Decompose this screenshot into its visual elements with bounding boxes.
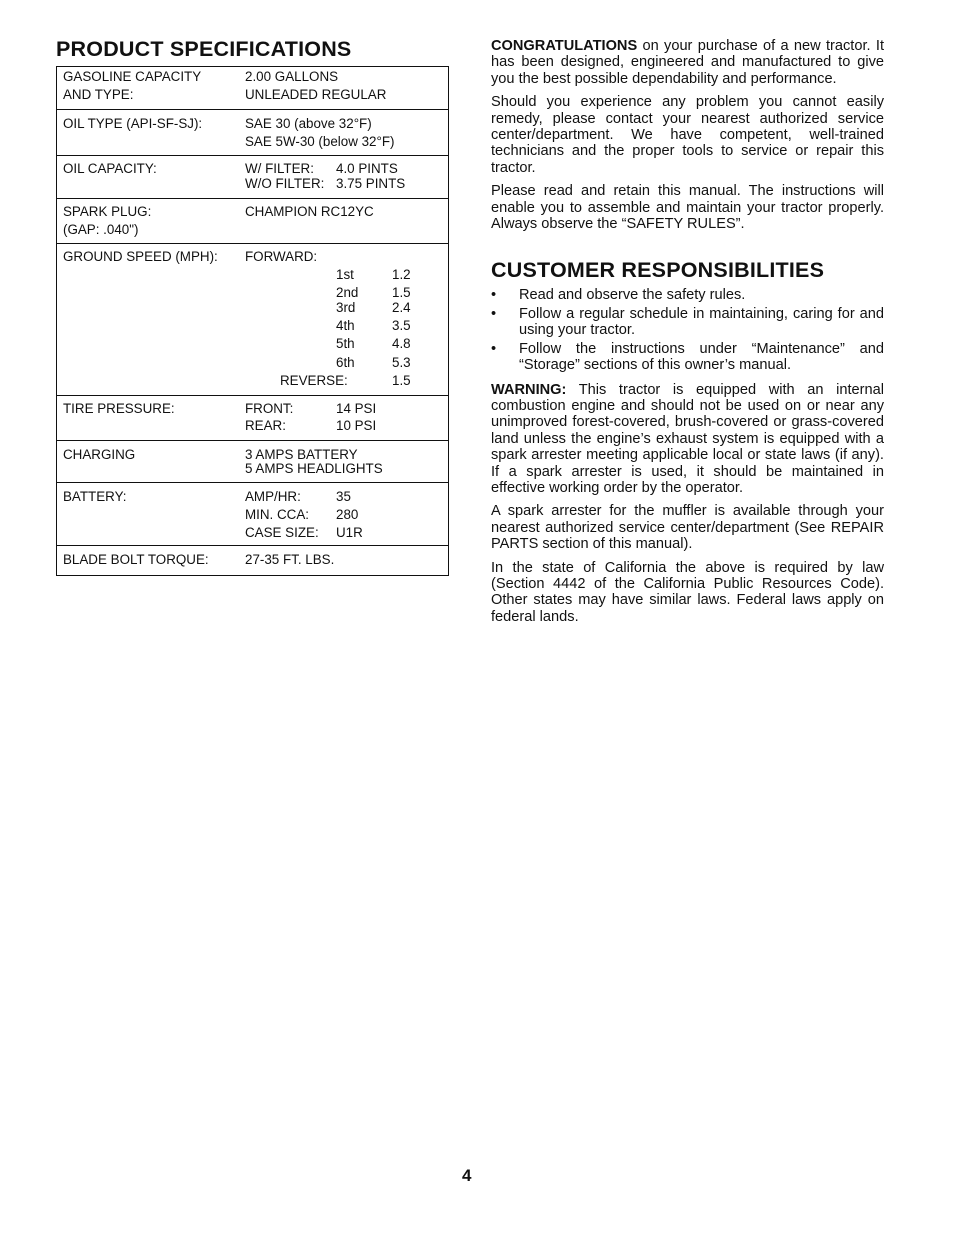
spec-row-gasoline (57, 67, 448, 109)
list-item (491, 306, 884, 339)
gear-name: 2nd (336, 285, 359, 300)
list-item-text: Read and observe the safety rules. (519, 287, 746, 304)
california-paragraph: In the state of California the above is required by law (Section 4442 of the California Public Resources Code). Other states may have similar laws. Federal laws apply on federal lands. (491, 559, 884, 625)
gear-name: 4th (336, 318, 355, 333)
gear-name: 3rd (336, 300, 356, 315)
congratulations-paragraph (491, 38, 884, 87)
gear-speed: 1.2 (392, 267, 411, 282)
spark-arrester-paragraph: A spark arrester for the muffler is available through your nearest authorized service center/department (See REPAIR PARTS section of this manual). (491, 503, 884, 553)
product-specifications-title: PRODUCT SPECIFICATIONS (56, 37, 352, 61)
gasoline-label-line2: AND TYPE: (63, 87, 134, 102)
gear-speed: 1.5 (392, 285, 411, 300)
gasoline-value-line2: UNLEADED REGULAR (245, 87, 387, 102)
spec-row-spark-plug (57, 198, 448, 243)
reverse-speed: 1.5 (392, 373, 411, 388)
spec-row-oil-type (57, 109, 448, 155)
read-manual-paragraph: Please read and retain this manual. The instructions will enable you to assemble and maintain your tractor properly. Always observe the “SAFETY RULES”. (491, 183, 884, 233)
tire-rear-label: REAR: (245, 418, 286, 433)
battery-amp-hr-label: AMP/HR: (245, 489, 301, 504)
introduction-section (491, 38, 884, 632)
oil-capacity-with-filter-value: 4.0 PINTS (336, 161, 398, 176)
product-specifications-section (56, 36, 449, 576)
oil-type-value-line1: SAE 30 (above 32°F) (245, 116, 372, 131)
specifications-table (56, 66, 449, 576)
spec-row-ground-speed (57, 243, 448, 395)
gear-speed: 4.8 (392, 336, 411, 351)
forward-label: FORWARD: (245, 249, 318, 264)
warning-text: This tractor is equipped with an internal combustion engine and should not be used on or near any unimproved forest-covered, brush-covered or grass-covered land unless the engine’s exhaust system is equipped with a spark arrester meeting applicable local or state laws (if any). If a spark arrester is used, it should be maintained in effective working order by the operator. (491, 381, 884, 496)
battery-cca-label: MIN. CCA: (245, 507, 309, 522)
gear-name: 5th (336, 336, 355, 351)
bullet-icon: • (491, 340, 497, 357)
spec-row-blade-bolt (57, 545, 448, 575)
customer-responsibilities-title: CUSTOMER RESPONSIBILITIES (491, 258, 825, 283)
oil-type-value-line2: SAE 5W-30 (below 32°F) (245, 134, 395, 149)
charging-value-line1: 3 AMPS BATTERY (245, 447, 358, 462)
reverse-label: REVERSE: (280, 373, 348, 388)
oil-capacity-without-filter-value: 3.75 PINTS (336, 176, 406, 191)
gear-name: 1st (336, 267, 354, 282)
battery-case-size-value: U1R (336, 525, 363, 540)
spark-plug-label: SPARK PLUG: (63, 204, 152, 219)
bullet-icon: • (491, 305, 497, 322)
spec-row-tire-pressure (57, 395, 448, 440)
responsibilities-list (491, 287, 884, 373)
oil-capacity-label: OIL CAPACITY: (63, 161, 157, 176)
list-item-text: Follow a regular schedule in maintaining, caring for and using your tractor. (519, 305, 884, 339)
congratulations-text: on your purchase of a new tractor. It has been designed, engineered and manufactured to give you the best possible dependability and performance. (491, 38, 884, 87)
gear-name: 6th (336, 355, 355, 370)
battery-case-size-label: CASE SIZE: (245, 525, 319, 540)
bullet-icon: • (491, 287, 497, 304)
page-number: 4 (462, 1166, 472, 1185)
tire-front-label: FRONT: (245, 401, 294, 416)
spec-row-charging (57, 440, 448, 482)
spec-row-oil-capacity (57, 155, 448, 198)
oil-type-label: OIL TYPE (API-SF-SJ): (63, 116, 203, 131)
warning-paragraph (491, 382, 884, 497)
congratulations-heading: CONGRATULATIONS (491, 38, 638, 54)
charging-label: CHARGING (63, 447, 136, 462)
ground-speed-label: GROUND SPEED (MPH): (63, 249, 218, 264)
gear-speed: 5.3 (392, 355, 411, 370)
list-item (491, 341, 884, 374)
gasoline-value-line1: 2.00 GALLONS (245, 69, 339, 84)
charging-value-line2: 5 AMPS HEADLIGHTS (245, 461, 383, 476)
spark-plug-value: CHAMPION RC12YC (245, 204, 374, 219)
gear-speed: 2.4 (392, 300, 411, 315)
spec-row-battery (57, 482, 448, 545)
battery-label: BATTERY: (63, 489, 127, 504)
warning-heading: WARNING: (491, 381, 567, 398)
blade-bolt-value: 27-35 FT. LBS. (245, 552, 335, 567)
battery-amp-hr-value: 35 (336, 489, 351, 504)
spark-plug-gap: (GAP: .040") (63, 222, 139, 237)
gear-speed: 3.5 (392, 318, 411, 333)
gasoline-label-line1: GASOLINE CAPACITY (63, 69, 202, 84)
tire-rear-value: 10 PSI (336, 418, 377, 433)
list-item (491, 287, 884, 303)
list-item-text: Follow the instructions under “Maintenance” and “Storage” sections of this owner’s manual. (519, 340, 884, 374)
oil-capacity-without-filter-label: W/O FILTER: (245, 176, 325, 191)
oil-capacity-with-filter-label: W/ FILTER: (245, 161, 314, 176)
service-paragraph: Should you experience any problem you cannot easily remedy, please contact your nearest authorized service center/department. We have competent, well-trained technicians and the proper tools to service or repair this tractor. (491, 94, 884, 176)
tire-front-value: 14 PSI (336, 401, 377, 416)
battery-cca-value: 280 (336, 507, 359, 522)
tire-pressure-label: TIRE PRESSURE: (63, 401, 175, 416)
blade-bolt-label: BLADE BOLT TORQUE: (63, 552, 209, 567)
